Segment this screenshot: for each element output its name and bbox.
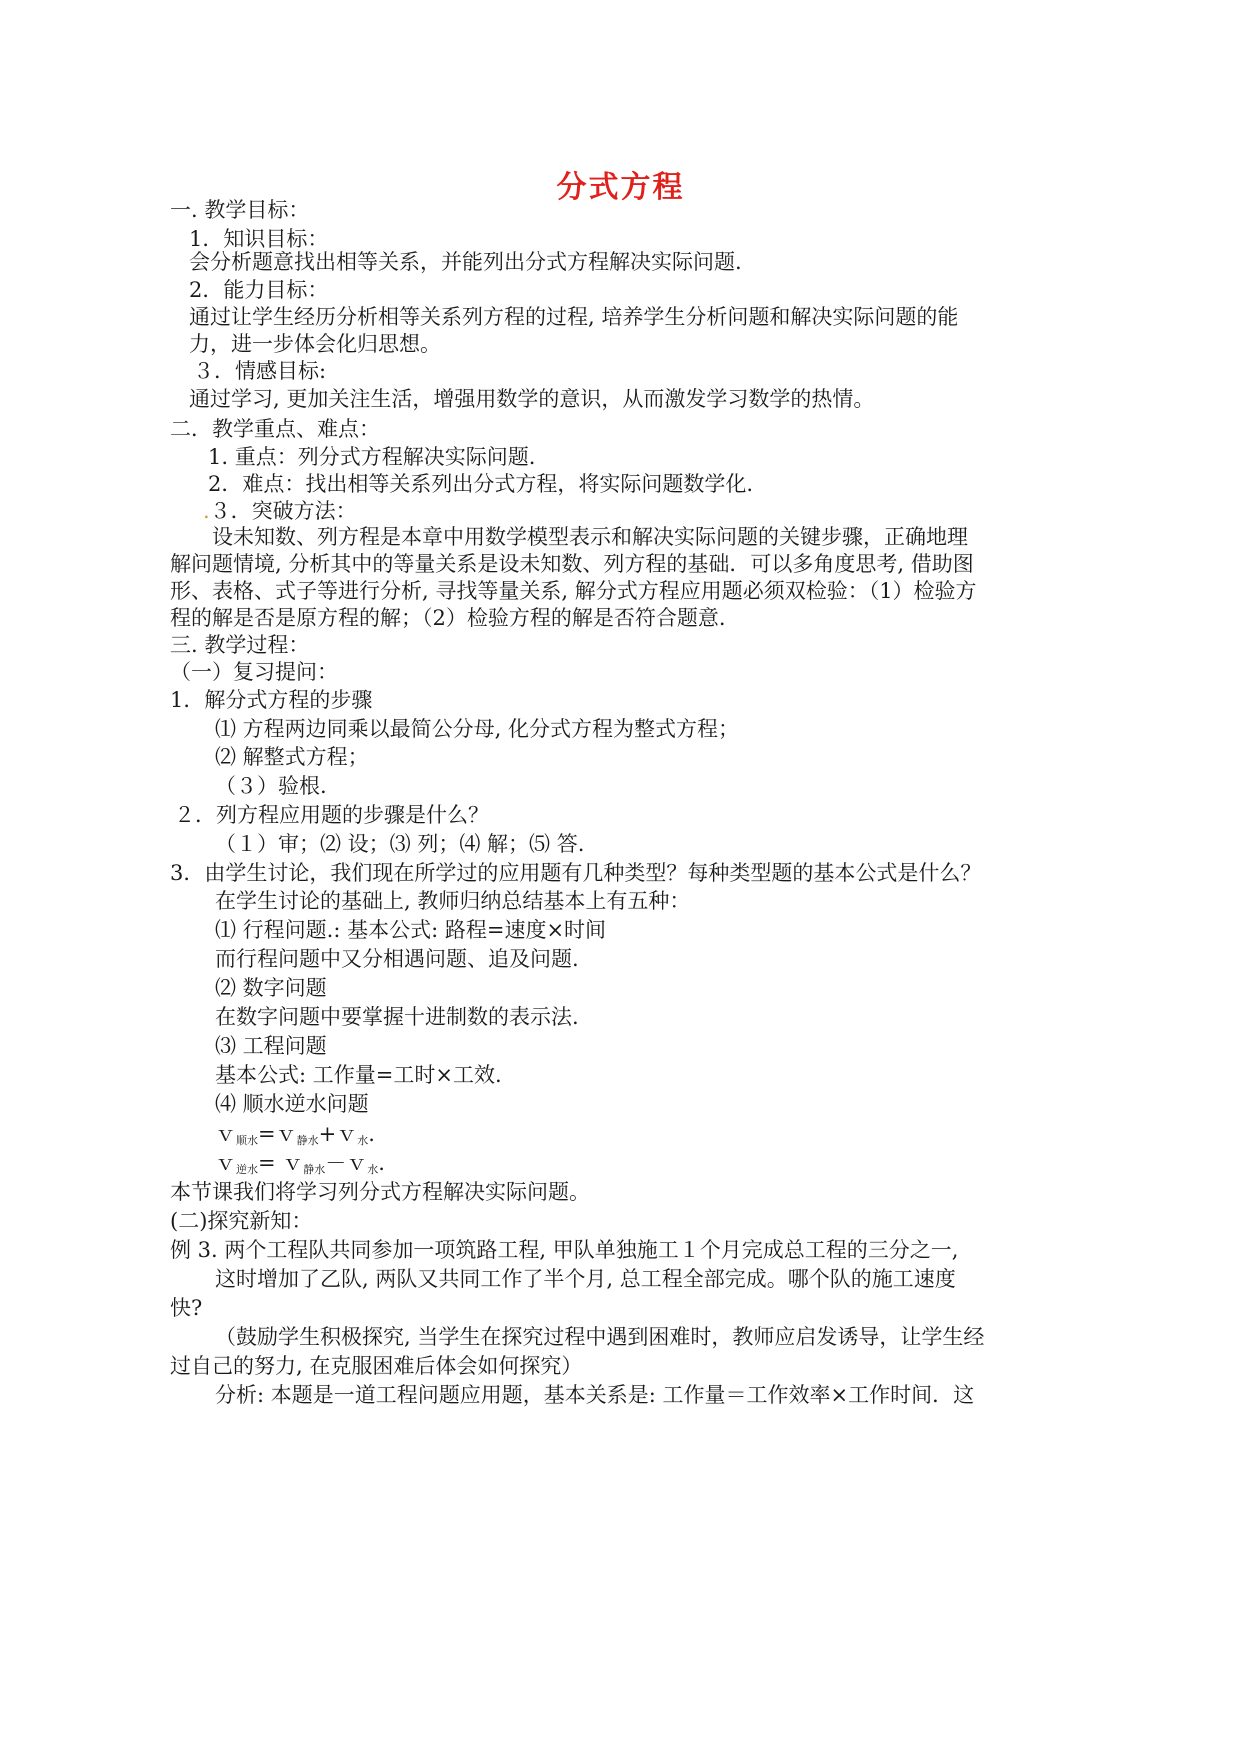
paragraph: 本节课我们将学习列分式方程解决实际问题。 <box>170 1180 590 1204</box>
paragraph: 在学生讨论的基础上, 教师归纳总结基本上有五种： <box>215 889 691 913</box>
list-item: ⑵ 解整式方程； <box>215 745 369 769</box>
paragraph: 形、表格、式子等进行分析, 寻找等量关系, 解分式方程应用题必须双检验：（1）检验方 <box>170 579 977 603</box>
subscript: 顺水 <box>236 1134 258 1147</box>
list-item: 1. 重点：列分式方程解决实际问题. <box>208 445 536 469</box>
paragraph: 通过让学生经历分析相等关系列方程的过程, 培养学生分析问题和解决实际问题的能 <box>189 305 959 329</box>
paragraph: 基本公式: 工作量=工时×工效. <box>215 1063 502 1087</box>
formula-text: －ｖ <box>325 1151 368 1175</box>
subheading: (二)探究新知： <box>170 1209 313 1233</box>
subheading: （一）复习提问： <box>170 660 338 684</box>
subheading: 2．能力目标： <box>189 278 329 302</box>
stray-dot: . <box>203 499 210 523</box>
section-heading-1: 一. 教学目标： <box>170 198 310 222</box>
formula-upstream <box>215 1149 385 1181</box>
formula-text: +ｖ <box>318 1122 358 1146</box>
subscript: 静水 <box>303 1163 326 1176</box>
paragraph: 过自己的努力, 在克服困难后体会如何探究） <box>170 1354 583 1378</box>
formula-text: = ｖ <box>258 1151 304 1175</box>
paragraph: 程的解是否是原方程的解；（2）检验方程的解是否符合题意. <box>170 606 726 630</box>
paragraph: 而行程问题中又分相遇问题、追及问题. <box>215 947 579 971</box>
paragraph: 力，进一步体会化归思想。 <box>189 332 441 356</box>
subscript: 逆水 <box>236 1163 258 1176</box>
formula-text: . <box>378 1151 385 1175</box>
example-text: 快? <box>170 1296 203 1320</box>
paragraph: 设未知数、列方程是本章中用数学模型表示和解决实际问题的关键步骤，正确地理 <box>212 525 968 549</box>
list-item: 1．解分式方程的步骤 <box>170 688 373 712</box>
section-heading-3: 三. 教学过程： <box>170 633 310 657</box>
list-item: ⑴ 方程两边同乘以最简公分母, 化分式方程为整式方程； <box>215 717 740 741</box>
formula-text: ｖ <box>215 1122 236 1146</box>
subscript: 静水 <box>296 1134 319 1147</box>
subheading: ３．情感目标: <box>193 359 327 383</box>
paragraph: 通过学习, 更加关注生活，增强用数学的意识，从而激发学习数学的热情。 <box>189 387 875 411</box>
list-item-text: ３．突破方法： <box>209 499 357 523</box>
example-text: 例 3. 两个工程队共同参加一项筑路工程, 甲队单独施工１个月完成总工程的三分之一, <box>170 1238 959 1262</box>
page-title: 分式方程 <box>556 170 685 205</box>
list-item: ⑵ 数字问题 <box>215 976 327 1000</box>
list-item: ⑶ 工程问题 <box>215 1034 327 1058</box>
list-item: ２．列方程应用题的步骤是什么？ <box>174 803 489 827</box>
paragraph: （鼓励学生积极探究, 当学生在探究过程中遇到困难时，教师应启发诱导，让学生经 <box>215 1325 985 1349</box>
formula-text: . <box>368 1122 375 1146</box>
list-item: ⑷ 顺水逆水问题 <box>215 1092 369 1116</box>
list-item: （１）审；⑵ 设；⑶ 列；⑷ 解；⑸ 答. <box>215 832 585 856</box>
list-item: 3．由学生讨论，我们现在所学过的应用题有几种类型？每种类型题的基本公式是什么？ <box>170 861 982 885</box>
subheading: 1．知识目标： <box>189 227 329 251</box>
list-item: ⑴ 行程问题.: 基本公式: 路程=速度×时间 <box>215 918 607 942</box>
subscript: 水 <box>357 1134 369 1147</box>
list-item: （３）验根. <box>215 774 327 798</box>
paragraph: 解问题情境, 分析其中的等量关系是设未知数、列方程的基础．可以多角度思考, 借助图 <box>170 552 974 576</box>
list-item <box>203 497 357 525</box>
formula-downstream <box>215 1120 375 1152</box>
formula-text: =ｖ <box>258 1122 297 1146</box>
list-item: 2．难点：找出相等关系列出分式方程，将实际问题数学化. <box>208 472 754 496</box>
formula-text: ｖ <box>215 1151 236 1175</box>
paragraph: 会分析题意找出相等关系，并能列出分式方程解决实际问题. <box>189 250 742 274</box>
subscript: 水 <box>367 1163 379 1176</box>
paragraph: 分析: 本题是一道工程问题应用题，基本关系是: 工作量＝工作效率×工作时间．这 <box>215 1383 975 1407</box>
section-heading-2: 二．教学重点、难点： <box>170 417 380 441</box>
paragraph: 在数字问题中要掌握十进制数的表示法. <box>215 1005 579 1029</box>
example-text: 这时增加了乙队, 两队又共同工作了半个月, 总工程全部完成。哪个队的施工速度 <box>215 1267 956 1291</box>
